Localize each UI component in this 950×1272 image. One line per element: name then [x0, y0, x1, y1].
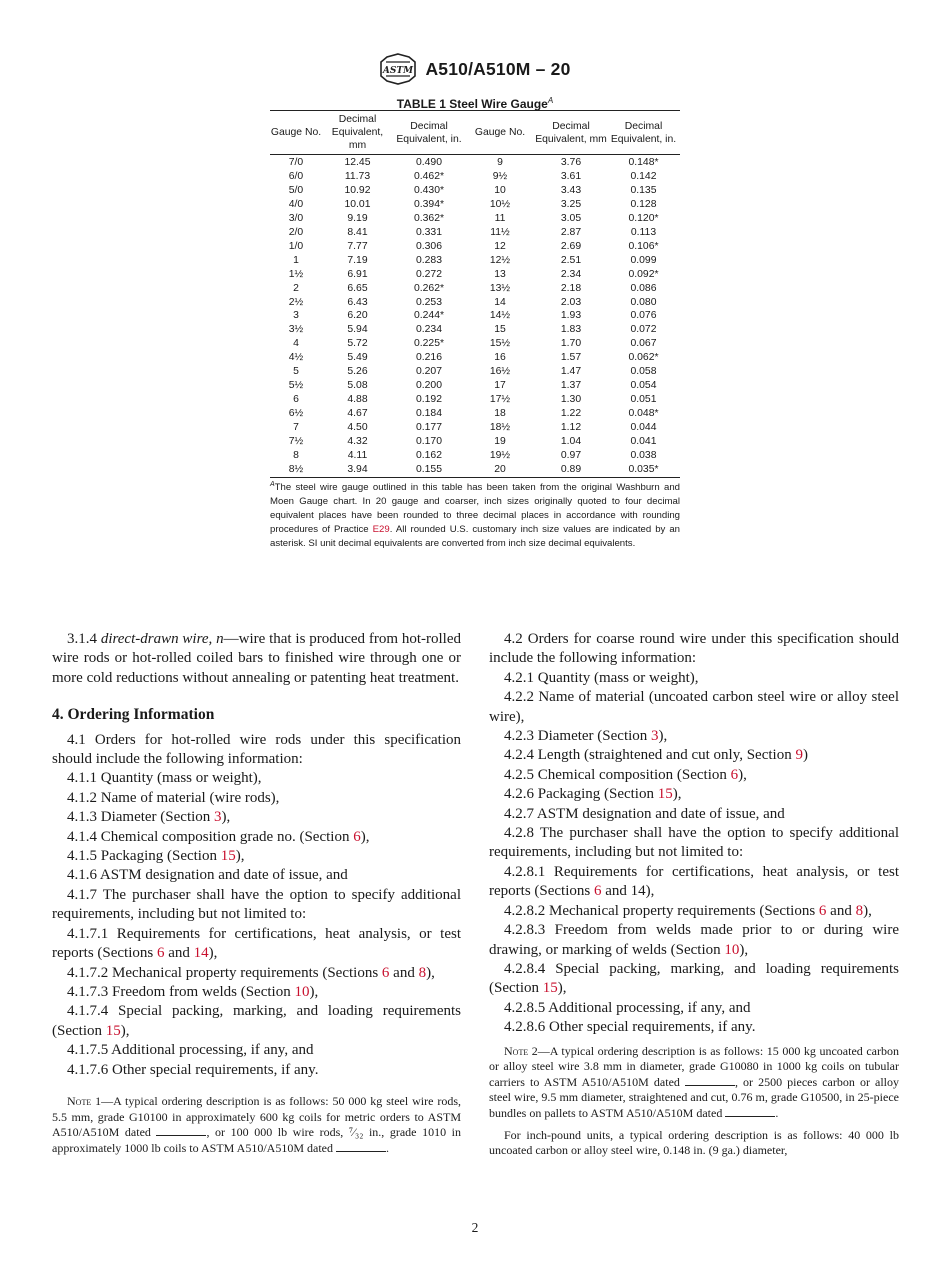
table-cell: 1½	[288, 268, 304, 280]
table-cell: 5/0	[288, 184, 304, 196]
table-cell: 7/0	[288, 157, 304, 168]
table-cell: 0.058	[630, 366, 657, 378]
para-4-1-4	[52, 828, 461, 847]
section-link[interactable]: 6	[730, 766, 739, 783]
table-cell: 0.113	[630, 226, 657, 238]
table-cell: 0.225*	[413, 338, 445, 350]
text: )	[802, 747, 808, 764]
text: 4.1.7.4 Special packing, marking, and loading requirements (Section	[52, 1003, 461, 1039]
text: ),	[426, 964, 435, 981]
para-4-2-3	[489, 727, 899, 746]
standard-designation: A510/A510M – 20	[425, 58, 571, 79]
table-cell: 16½	[489, 366, 511, 378]
table-cell: 1.37	[560, 380, 582, 392]
table-cell: 0.035*	[607, 463, 680, 477]
table-cell: 6.20	[347, 310, 368, 322]
table-cell: 8½	[270, 463, 322, 477]
text: 4.1.3 Diameter (Section	[67, 809, 215, 826]
table-cell: 7½	[288, 436, 304, 448]
table-cell: 9.19	[347, 212, 368, 224]
table-cell: 11.73	[344, 170, 371, 182]
table-row	[270, 365, 680, 379]
col-header: Gauge No.	[270, 111, 322, 155]
text: .	[775, 1105, 779, 1120]
table-cell: 0.041	[630, 436, 657, 448]
table-row	[270, 393, 680, 407]
table-cell: 11	[494, 212, 506, 224]
table-cell: 7.19	[347, 254, 368, 266]
table-cell: 5.49	[347, 352, 368, 364]
section-link[interactable]: 3	[214, 809, 222, 826]
text: —A typical ordering description is as follows: 15 000 kg uncoated carbon or alloy steel wire 3.8 mm in diameter, grade G10080 in 1000 kg coils on tubular carriers to ASTM A510/A510M dated	[489, 1043, 899, 1089]
para-4-1-7-3	[52, 983, 461, 1002]
text: —A typical ordering description is as follows: 50 000 kg steel wire rods, 5.5 mm, grade G10100 in approximately 600 kg coils for metric orders to ASTM A510/A510M dated	[52, 1093, 462, 1140]
table-cell: 0.216	[415, 352, 442, 364]
table-cell: 0.092*	[628, 268, 659, 280]
table-cell: 11½	[490, 226, 510, 238]
table-title-footnote-mark: A	[547, 96, 554, 105]
table-row	[270, 407, 680, 421]
table-cell: 18½	[489, 422, 511, 434]
para-4-2-5	[489, 766, 899, 785]
text: 4.2.8.3 Freedom from welds made prior to or during wire drawing, or marking of welds (Section	[489, 922, 899, 958]
section-link[interactable]: 10	[294, 983, 310, 1000]
text: 4.1.4 Chemical composition grade no. (Section	[67, 828, 354, 845]
para-4-1: 4.1 Orders for hot-rolled wire rods under this specification should include the following information:	[52, 731, 461, 768]
blank-line	[725, 1107, 775, 1117]
table-cell: 0.106*	[628, 240, 659, 252]
text: ),	[120, 1022, 130, 1039]
para-4-2-8-6: 4.2.8.6 Other special requirements, if any.	[504, 1019, 756, 1036]
table-cell: 0.430*	[413, 184, 445, 196]
text: and	[164, 945, 194, 962]
footnote-text: The steel wire gauge outlined in this table has been taken from the original Washburn and Moen Gauge chart. In 20 gauge and coarser, inch sizes originally quoted to four decimal equivalent places have been rounded to three decimal places in accordance with rounding procedures of Practice	[270, 481, 680, 535]
table-cell: 5.94	[347, 324, 368, 336]
note-2-inch-pound: For inch-pound units, a typical ordering description is as follows: 40 000 lb uncoated carbon or alloy steel wire, 0.148 in. (9 ga.) diameter,	[489, 1127, 899, 1158]
table-cell: 14	[494, 296, 506, 308]
table-cell: 0.086	[630, 282, 657, 294]
table-cell: 10.01	[344, 198, 371, 210]
table-cell: 12	[494, 240, 506, 252]
text: ),	[208, 945, 218, 962]
table-cell: 1.22	[560, 408, 582, 420]
table-title	[270, 92, 680, 110]
table-cell: 0.128	[630, 198, 657, 210]
para-4-1-7-6: 4.1.7.6 Other special requirements, if any.	[67, 1061, 319, 1078]
table-cell: 5½	[288, 380, 304, 392]
text: , or 2500 pieces carbon or alloy steel wire, 9.5 mm diameter, straightened and cut, 0.76 m, grade G10500, in 25-piece bundles on pallets to ASTM A510/A510M dated	[489, 1074, 899, 1120]
table-cell: 4.88	[347, 394, 368, 406]
table-row	[270, 184, 680, 198]
note-1	[52, 1094, 461, 1156]
left-column	[52, 630, 461, 1156]
astm-logo-icon	[379, 53, 417, 85]
table-cell: 4.50	[347, 422, 368, 434]
text: .	[385, 1140, 389, 1155]
table-cell: 2½	[288, 296, 304, 308]
table-cell: 0.099	[630, 254, 657, 266]
table-cell: 0.97	[560, 450, 582, 462]
table-cell: 5.72	[347, 338, 368, 350]
table-cell: 4.67	[347, 408, 368, 420]
table-cell: 1.70	[560, 338, 582, 350]
table-cell: 3½	[288, 324, 304, 336]
section-link[interactable]: 15	[657, 786, 673, 803]
table-cell: 0.155	[393, 463, 465, 477]
text: ),	[739, 941, 749, 958]
para-number: 3.1.4	[67, 631, 101, 647]
table-cell: 0.120*	[628, 212, 659, 224]
text: ),	[309, 983, 319, 1000]
page-header	[0, 52, 950, 86]
table-cell: 6½	[288, 408, 304, 420]
table-cell: 0.177	[415, 422, 442, 434]
table-cell: 7.77	[347, 240, 368, 252]
table-cell: 15	[494, 324, 506, 336]
text: ),	[360, 828, 370, 845]
para-4-1-2: 4.1.2 Name of material (wire rods),	[67, 789, 280, 806]
section-link[interactable]: 15	[105, 1022, 121, 1039]
table-cell: 16	[494, 352, 506, 364]
para-4-1-7-4	[52, 1002, 461, 1041]
table-cell: 5.26	[347, 366, 368, 378]
para-3-1-4	[52, 630, 461, 688]
table-cell: 2.34	[560, 268, 582, 280]
table-cell: 1.30	[560, 394, 582, 406]
table-cell: 10½	[489, 198, 511, 210]
table-cell: 6.43	[347, 296, 368, 308]
table-cell: 3.05	[560, 212, 582, 224]
table-cell: 0.162	[415, 450, 442, 462]
footnote-text-end: . All rounded U.S. customary inch size values are indicated by an asterisk. SI unit decimal equivalents are converted from inch size decimal equivalents.	[270, 523, 681, 549]
text: 4.2.5 Chemical composition (Section	[504, 766, 731, 783]
table-cell: 1.83	[560, 324, 582, 336]
table-cell: 0.076	[630, 310, 657, 322]
table-cell: 0.462*	[413, 170, 445, 182]
table-cell: 9½	[492, 170, 508, 182]
blank-line	[156, 1126, 206, 1136]
section-link[interactable]: 6	[381, 964, 390, 981]
defined-term: direct-drawn wire, n	[100, 631, 224, 647]
table-cell: 1/0	[288, 240, 304, 252]
table-cell: 0.062*	[628, 352, 659, 364]
text: 4.2.3 Diameter (Section	[504, 728, 652, 745]
para-4-2-4	[489, 746, 899, 765]
table-cell: 0.89	[535, 463, 607, 477]
table-row	[270, 323, 680, 337]
section-link[interactable]: 3	[651, 728, 659, 745]
col-header: Decimal Equivalent, in.	[393, 111, 465, 155]
text: and	[826, 902, 856, 919]
section-link[interactable]: 8	[855, 902, 864, 919]
table-cell: 0.394*	[413, 198, 445, 210]
section-link[interactable]: 6	[156, 945, 165, 962]
section-link[interactable]: 15	[542, 980, 558, 997]
table-cell: 8	[293, 450, 299, 462]
text: and 14),	[601, 883, 655, 900]
table-cell: 8.41	[347, 226, 368, 238]
text: 4.2.8.4 Special packing, marking, and loading requirements (Section	[489, 960, 899, 997]
table-cell: 17	[494, 380, 506, 392]
table-cell: 4.32	[347, 436, 368, 448]
table-cell: 1.47	[560, 366, 582, 378]
text: ),	[738, 766, 747, 783]
table-cell: 0.067	[630, 338, 657, 350]
table-cell: 6.91	[347, 268, 368, 280]
para-4-1-6: 4.1.6 ASTM designation and date of issue, and	[67, 867, 348, 884]
para-4-1-3	[52, 808, 461, 827]
text: and	[389, 964, 419, 981]
para-4-1-7-1	[52, 925, 461, 964]
para-4-2-6	[489, 785, 899, 804]
table-cell: 2.51	[560, 254, 582, 266]
text: 4.1.5 Packaging (Section	[67, 848, 221, 865]
para-4-1-7-5: 4.1.7.5 Additional processing, if any, and	[67, 1042, 314, 1059]
table-cell: 1.57	[560, 352, 582, 364]
note-2	[489, 1044, 899, 1122]
text: ),	[235, 848, 245, 865]
table-row	[270, 463, 680, 477]
blank-line	[685, 1076, 735, 1086]
table-cell: 1.04	[560, 436, 582, 448]
table-cell: 12.45	[344, 157, 371, 168]
note-label: Note 2	[504, 1043, 538, 1058]
table-row	[270, 226, 680, 240]
para-4-1-7: 4.1.7 The purchaser shall have the option to specify additional requirements, including but not limited to:	[52, 886, 461, 923]
table-cell: 0.148*	[628, 157, 659, 168]
section-link[interactable]: 8	[418, 964, 427, 981]
para-4-2-1: 4.2.1 Quantity (mass or weight),	[504, 669, 699, 686]
table-cell: 10.92	[344, 184, 371, 196]
table-cell: 3.43	[560, 184, 582, 196]
text: ),	[557, 980, 567, 997]
table-row	[270, 155, 680, 170]
blank-line	[336, 1142, 386, 1152]
table-row	[270, 435, 680, 449]
table-cell: 0.331	[415, 226, 442, 238]
section-link[interactable]: 6	[593, 883, 602, 900]
table-cell: 0.262*	[413, 282, 445, 294]
table-cell: 2.03	[560, 296, 582, 308]
footnote-mark: A	[270, 480, 275, 488]
para-4-1-7-2	[52, 964, 461, 983]
col-header: Decimal Equivalent, mm	[322, 111, 393, 155]
table-cell: 0.490	[415, 157, 442, 168]
table-cell: 0.048*	[628, 408, 659, 420]
steel-wire-gauge-table	[270, 110, 680, 478]
table-cell: 18	[494, 408, 506, 420]
table-cell: 0.192	[415, 394, 442, 406]
table-cell: 0.244*	[413, 310, 445, 322]
table-cell: 0.362*	[413, 212, 445, 224]
table-footnote	[270, 481, 680, 551]
table-row	[270, 449, 680, 463]
table-cell: 0.142	[630, 170, 657, 182]
text: 4.2.4 Length (straightened and cut only, Section	[504, 747, 796, 764]
table-cell: 2	[293, 282, 299, 294]
table-cell: 15½	[489, 338, 511, 350]
table-row	[270, 268, 680, 282]
text: 4.1.7.2 Mechanical property requirements (Sections	[67, 964, 382, 981]
section-link[interactable]: 6	[353, 828, 361, 845]
table-row	[270, 421, 680, 435]
section-link[interactable]: 10	[724, 941, 740, 958]
table-cell: 2.18	[560, 282, 582, 294]
table-cell: 3/0	[288, 212, 304, 224]
table-cell: 19½	[489, 450, 511, 462]
text: ),	[658, 728, 668, 745]
table-cell: 0.234	[415, 324, 442, 336]
section-link[interactable]: 9	[795, 747, 803, 764]
table-cell: 0.283	[415, 254, 442, 266]
table-cell: 14½	[489, 310, 511, 322]
table-row	[270, 212, 680, 226]
table-cell: 3.94	[322, 463, 393, 477]
table-cell: 6/0	[288, 170, 304, 182]
text: 4.2.6 Packaging (Section	[504, 786, 658, 803]
section-link[interactable]: 6	[818, 902, 827, 919]
para-4-2-8: 4.2.8 The purchaser shall have the option to specify additional requirements, including but not limited to:	[489, 825, 899, 861]
table-cell: 0.306	[415, 240, 442, 252]
table-title-text: TABLE 1 Steel Wire Gauge	[396, 97, 548, 111]
definition-text: —wire that is produced from hot-rolled wire rods or hot-rolled coiled bars to finished wire through one or more cold reductions without annealing or patenting heat treatment.	[52, 631, 461, 686]
table-cell: 6	[293, 394, 299, 406]
text: ),	[863, 902, 872, 919]
table-cell: 0.135	[630, 184, 657, 196]
table-cell: 2.87	[560, 226, 582, 238]
table-cell: 5	[293, 366, 299, 378]
table-cell: 0.200	[415, 380, 442, 392]
gauge-table-block	[270, 92, 680, 551]
table-cell: 0.170	[415, 436, 442, 448]
table-cell: 1.12	[560, 422, 582, 434]
table-row	[270, 296, 680, 310]
table-cell: 19	[494, 436, 506, 448]
table-header-row	[270, 111, 680, 155]
text: ),	[672, 786, 682, 803]
section-heading: 4. Ordering Information	[52, 706, 215, 724]
para-4-1-1: 4.1.1 Quantity (mass or weight),	[67, 770, 262, 787]
table-cell: 7	[293, 422, 299, 434]
table-cell: 20	[465, 463, 535, 477]
para-4-2-2: 4.2.2 Name of material (uncoated carbon steel wire or alloy steel wire),	[489, 689, 899, 725]
table-cell: 3	[293, 310, 299, 322]
svg-text:ASTM: ASTM	[383, 66, 414, 76]
table-cell: 4½	[288, 352, 304, 364]
table-cell: 0.184	[415, 408, 442, 420]
table-cell: 1.93	[560, 310, 582, 322]
col-header: Decimal Equivalent, mm	[535, 111, 607, 155]
text: , or 100 000 lb wire rods, ⁷⁄₃₂ in., grade 1010 in approximately 1000 lb coils to ASTM A510/A510M dated	[52, 1125, 461, 1155]
table-cell: 2.69	[560, 240, 582, 252]
table-cell: 6.65	[347, 282, 368, 294]
table-cell: 12½	[489, 254, 511, 266]
right-column	[489, 630, 899, 1159]
table-cell: 17½	[489, 394, 511, 406]
table-cell: 5.08	[347, 380, 368, 392]
table-cell: 0.272	[415, 268, 442, 280]
table-row	[270, 379, 680, 393]
table-cell: 10	[494, 184, 506, 196]
table-cell: 0.054	[630, 380, 657, 392]
table-cell: 0.072	[630, 324, 657, 336]
table-row	[270, 240, 680, 254]
table-row	[270, 170, 680, 184]
table-cell: 4/0	[288, 198, 304, 210]
col-header: Decimal Equivalent, in.	[607, 111, 680, 155]
text: 4.1.7.1 Requirements for certifications, heat analysis, or test reports (Sections	[52, 925, 461, 962]
para-4-2-8-2	[489, 902, 899, 921]
table-cell: 3.25	[560, 198, 582, 210]
text: 4.2.8.1 Requirements for certifications, heat analysis, or test reports (Sections	[489, 863, 899, 900]
text: 4.1.7.3 Freedom from welds (Section	[67, 983, 295, 1000]
table-cell: 2/0	[288, 226, 304, 238]
col-header: Gauge No.	[465, 111, 535, 155]
table-row	[270, 198, 680, 212]
footnote-link-e29[interactable]: E29	[372, 523, 390, 535]
table-cell: 13	[494, 268, 506, 280]
table-cell: 3.76	[560, 157, 582, 168]
table-cell: 9	[497, 157, 503, 168]
table-cell: 0.253	[415, 296, 442, 308]
table-body	[270, 155, 680, 478]
table-row	[270, 282, 680, 296]
table-cell: 1	[293, 254, 299, 266]
section-link[interactable]: 15	[220, 848, 236, 865]
text: ),	[221, 809, 231, 826]
table-row	[270, 309, 680, 323]
table-cell: 3.61	[560, 170, 582, 182]
text: 4.2.8.2 Mechanical property requirements (Sections	[504, 902, 819, 919]
table-cell: 0.051	[630, 394, 657, 406]
table-cell: 0.044	[630, 422, 657, 434]
table-cell: 13½	[489, 282, 511, 294]
table-cell: 4	[293, 338, 299, 350]
para-4-2-8-5: 4.2.8.5 Additional processing, if any, and	[504, 999, 751, 1016]
table-row	[270, 254, 680, 268]
para-4-1-5	[52, 847, 461, 866]
section-link[interactable]: 14	[193, 945, 209, 962]
table-cell: 0.038	[630, 450, 657, 462]
para-4-2-8-4	[489, 960, 899, 999]
table-cell: 4.11	[347, 450, 368, 462]
table-row	[270, 351, 680, 365]
para-4-2-8-3	[489, 921, 899, 960]
para-4-2: 4.2 Orders for coarse round wire under this specification should include the following information:	[489, 631, 899, 667]
table-row	[270, 337, 680, 351]
note-label: Note 1	[67, 1093, 102, 1108]
table-cell: 0.207	[415, 366, 442, 378]
page-number: 2	[471, 1220, 479, 1235]
para-4-2-7: 4.2.7 ASTM designation and date of issue, and	[504, 805, 785, 822]
para-4-2-8-1	[489, 863, 899, 902]
table-cell: 0.080	[630, 296, 657, 308]
